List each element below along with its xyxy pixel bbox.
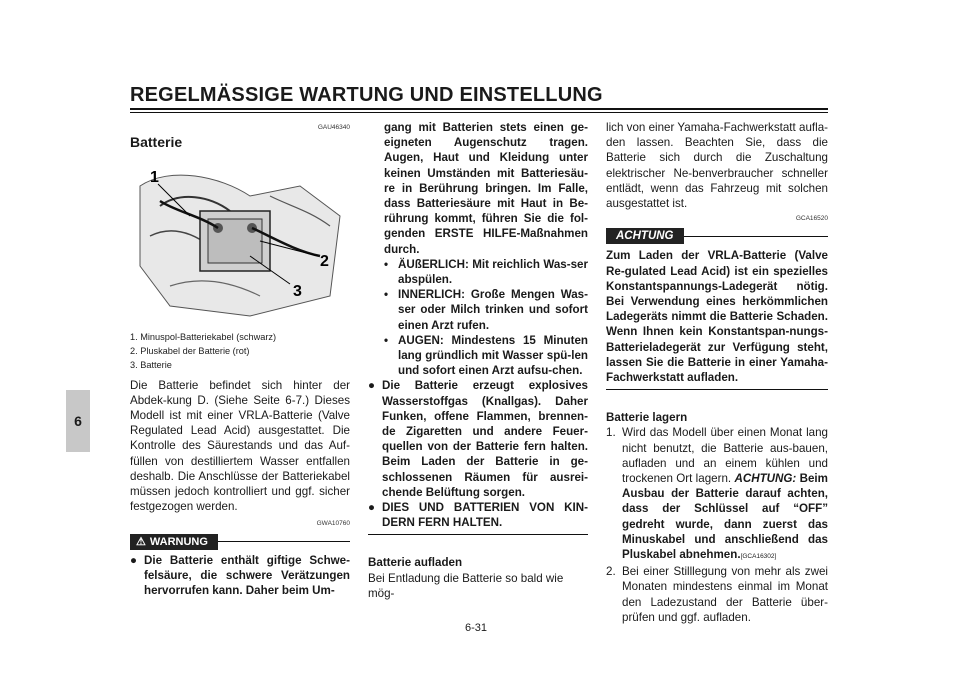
warning-end-rule bbox=[368, 534, 588, 535]
step-2-text: Bei einer Stilllegung von mehr als zwei Monaten mindestens einmal im Monat den Ladezustand der Batterie über-prüfen und ggf. aufladen. bbox=[622, 565, 828, 624]
column-2 bbox=[368, 120, 588, 601]
column-1 bbox=[130, 120, 350, 598]
caution-end-rule bbox=[606, 389, 828, 390]
small-bullet-icon: • bbox=[384, 257, 389, 271]
warning-label: WARNUNG bbox=[149, 535, 208, 548]
chapter-tab: 6 bbox=[66, 390, 90, 452]
warning-rule bbox=[218, 541, 350, 542]
step-1-text: Wird das Modell über einen Monat lang nicht benutzt, die Batterie aus-bauen, aufladen und an einem kühlen und trockenen Ort lagern. bbox=[622, 426, 828, 486]
first-aid-item-2: • INNERLICH: Große Mengen Was-ser oder Milch trinken und sofort einen Arzt rufen. bbox=[384, 288, 588, 332]
subheading-charging: Batterie aufladen bbox=[368, 556, 463, 570]
caution-banner bbox=[606, 228, 828, 244]
small-bullet-icon: • bbox=[384, 288, 389, 302]
small-bullet-icon: • bbox=[384, 333, 389, 347]
warning-bullet-1: ● Die Batterie enthält giftige Schwe-felsäure, die schwere Verätzungen hervorrufen kann. Daher beim Um- bbox=[130, 553, 350, 598]
step-number: 1. bbox=[606, 426, 616, 440]
warning-continuation: gang mit Batterien stets einen ge-eigneten Augenschutz tragen. Augen, Haut und Kleidung unter keinen Umständen mit Batteriesäu-re in Berührung bringen. Im Falle, dass Batteriesäure mit Haut in Be-rührung kommt, führen Sie die fol-genden ERSTE HILFE-Maßnahmen durch. bbox=[384, 121, 588, 256]
caption-3: 3. Batterie bbox=[130, 359, 172, 370]
first-aid-item-3: • AUGEN: Mindestens 15 Minuten lang gründlich mit Wasser spü-len und sofort einen Arzt aufsu-chen. bbox=[384, 333, 588, 378]
storage-step-2 bbox=[606, 564, 828, 625]
step-1-caution: Beim Ausbau der Batterie darauf achten, dass der Schlüssel auf “OFF” gedreht wurde, dann zuerst das Minuskabel und anschließend das Pluskabel abnehmen. bbox=[622, 472, 828, 562]
warning-bullet-3: ● DIES UND BATTERIEN VON KIN-DERN FERN HALTEN. bbox=[368, 501, 588, 530]
subheading-storage: Batterie lagern bbox=[606, 411, 688, 425]
callout-1: 1 bbox=[150, 169, 159, 187]
bullet-icon: ● bbox=[368, 501, 376, 515]
section-heading: Batterie bbox=[130, 134, 183, 151]
bullet-icon: ● bbox=[130, 553, 138, 567]
caption-2: 2. Pluskabel der Batterie (rot) bbox=[130, 345, 250, 356]
step-1-achtung: ACHTUNG: bbox=[734, 472, 797, 486]
callout-3: 3 bbox=[293, 283, 302, 301]
bullet-icon: ● bbox=[368, 379, 376, 393]
first-aid-item-1: • ÄUßERLICH: Mit reichlich Was-ser abspülen. bbox=[384, 257, 588, 287]
caption-1: 1. Minuspol-Batteriekabel (schwarz) bbox=[130, 331, 277, 342]
battery-photo bbox=[130, 156, 350, 321]
caution-code: GCA16520 bbox=[795, 215, 828, 223]
step-number: 2. bbox=[606, 565, 616, 579]
warning-label-box bbox=[130, 534, 218, 550]
charging-continuation: lich von einer Yamaha-Fachwerkstatt aufla-den lassen. Beachten Sie, dass die Batterie sich durch die Zuschaltung elektrischer Ne-benverbraucher schneller entlädt, wenn das Fahrzeug mit solchen ausgestattet ist. bbox=[606, 121, 828, 211]
caution-rule bbox=[684, 236, 829, 237]
caution-text: Zum Laden der VRLA-Batterie (Valve Re-gulated Lead Acid) ist ein spezielles Konstantspannungs-Ladegerät nötig. Bei Verwendung eines herkömmlichen Ladegeräts nimmt die Batterie Schaden. Wenn Ihnen kein Konstantspan-nungs-Batterieladegerät zur Verfügung steht, lassen Sie die Batterie in einer Yamaha-Fachwerkstatt aufladen. bbox=[606, 249, 828, 385]
warning-triangle-icon: ⚠ bbox=[136, 535, 146, 548]
warning-bullet-2: ● Die Batterie erzeugt explosives Wasserstoffgas (Knallgas). Daher Funken, offene Flammen, brennen-de Zigaretten und andere Feuer-quellen von der Batterie fern halten. Beim Laden der Batterie in ge-schlossenen Räumen für ausrei-chende Belüftung sorgen. bbox=[368, 379, 588, 499]
warning-banner bbox=[130, 534, 350, 550]
title-rule bbox=[130, 108, 828, 110]
battery-description: Die Batterie befindet sich hinter der Abdek-kung D. (Siehe Seite 6-7.) Dieses Modell ist mit einer VRLA-Batterie (Valve Regulated Lead Acid) ausgestattet. Die Kontrolle des Säurestands und das Auf-füllen von destilliertem Wasser entfallen deshalb. Die Anschlüsse der Batteriekabel müssen jedoch kontrolliert und ggf. sicher festgezogen werden. bbox=[130, 378, 350, 514]
caution-label: ACHTUNG bbox=[606, 228, 684, 244]
page-number: 6-31 bbox=[465, 622, 488, 634]
title-rule-thin bbox=[130, 112, 828, 113]
column-3 bbox=[606, 120, 828, 625]
page-title: REGELMÄSSIGE WARTUNG UND EINSTELLUNG bbox=[130, 84, 603, 106]
warning-code: GWA10760 bbox=[316, 520, 350, 528]
storage-step-1 bbox=[606, 425, 828, 564]
callout-2: 2 bbox=[320, 253, 329, 271]
figure-captions bbox=[130, 330, 350, 372]
charging-text: Bei Entladung die Batterie so bald wie mög- bbox=[368, 571, 564, 600]
section-code: GAU46340 bbox=[317, 124, 350, 131]
step-1-code: [GCA16302] bbox=[740, 553, 777, 561]
